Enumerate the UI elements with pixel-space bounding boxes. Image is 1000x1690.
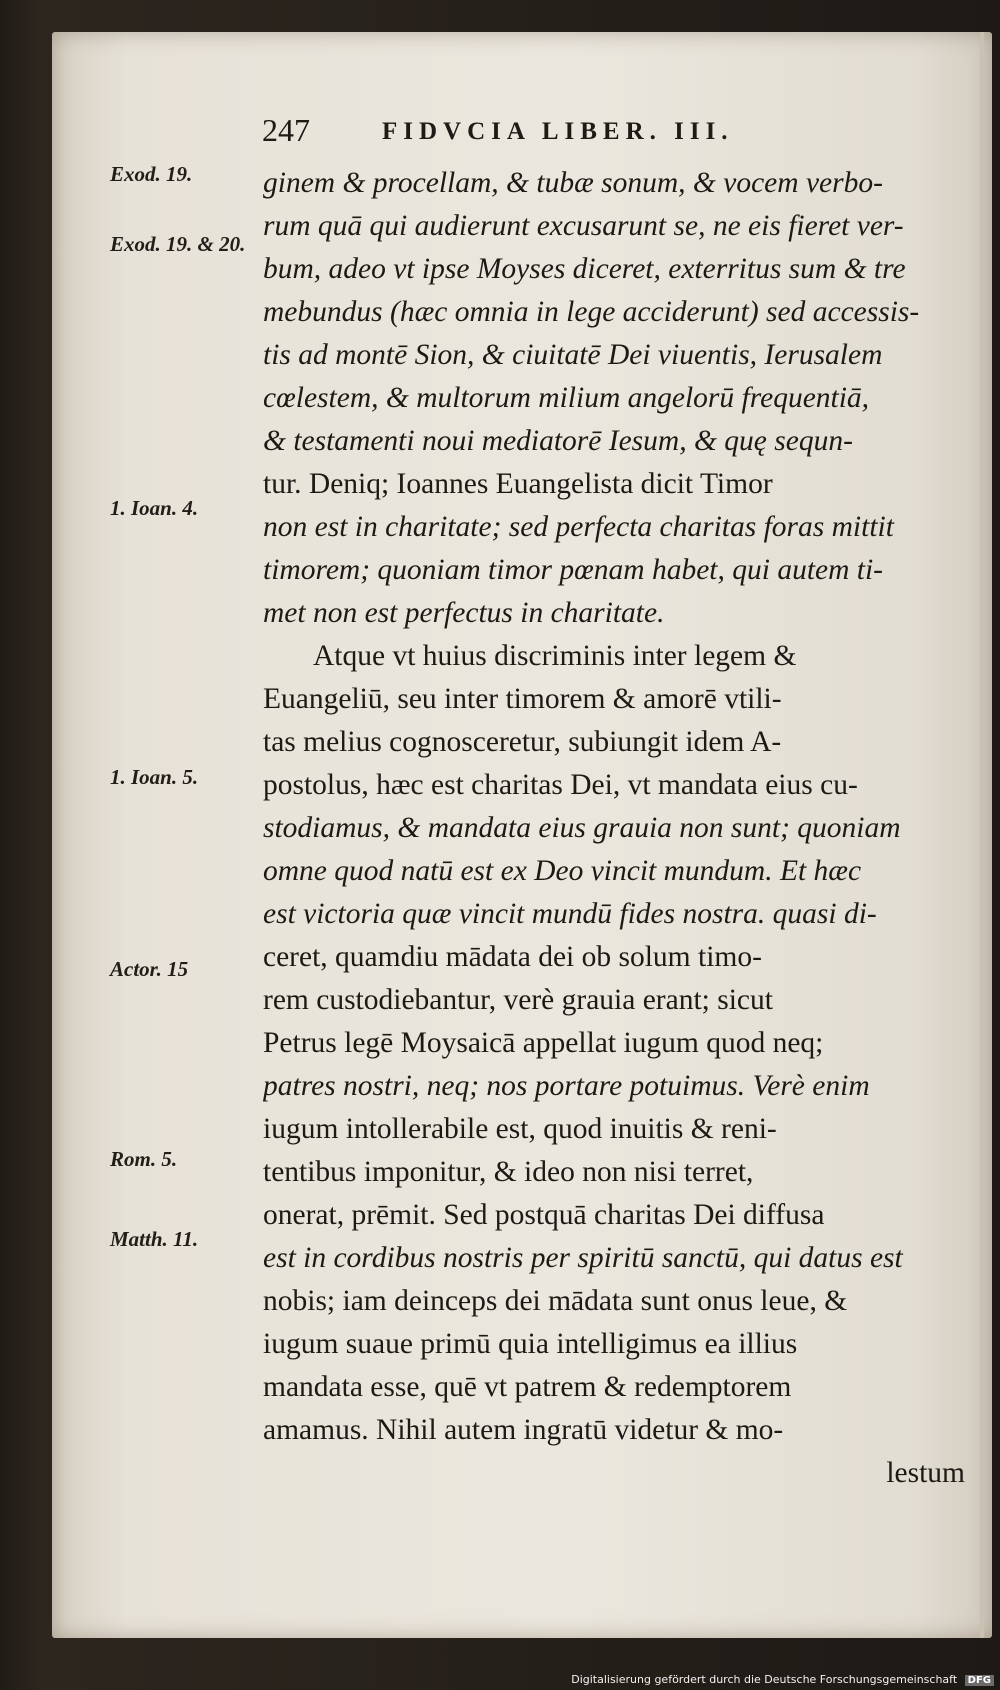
text-line: postolus, hæc est charitas Dei, vt mandata eius cu-: [263, 769, 858, 801]
margin-note: Matth. 11.: [110, 1227, 199, 1251]
text-line: patres nostri, neq; nos portare potuimus. Verè enim: [263, 1070, 870, 1102]
text-line: onerat, prēmit. Sed postquā charitas Dei diffusa: [263, 1199, 825, 1231]
dfg-logo: DFG: [965, 1675, 994, 1686]
margin-note: Exod. 19. & 20.: [110, 232, 246, 256]
text-line: rem custodiebantur, verè grauia erant; sicut: [263, 984, 773, 1016]
text-line: amamus. Nihil autem ingratū videtur & mo-: [263, 1414, 784, 1446]
catchword: lestum: [886, 1457, 965, 1489]
text-line: ceret, quamdiu mādata dei ob solum timo-: [263, 941, 762, 973]
text-line: Euangeliū, seu inter timorem & amorē vtili-: [263, 683, 782, 715]
paragraph-start-line: Atque vt huius discriminis inter legem &: [313, 640, 797, 672]
digitization-credit: [571, 1673, 994, 1686]
running-title: FIDVCIA LIBER. III.: [382, 118, 734, 145]
text-line: nobis; iam deinceps dei mādata sunt onus leue, &: [263, 1285, 848, 1317]
text-line: mebundus (hæc omnia in lege acciderunt) sed accessis-: [263, 296, 920, 328]
margin-note: 1. Ioan. 5.: [110, 765, 199, 789]
text-line: timorem; quoniam timor pœnam habet, qui autem ti-: [263, 554, 884, 586]
credit-text: Digitalisierung gefördert durch die Deutsche Forschungsgemeinschaft: [571, 1673, 958, 1686]
text-line: tas melius cognosceretur, subiungit idem A-: [263, 726, 782, 758]
text-line: ginem & procellam, & tubæ sonum, & vocem verbo-: [263, 167, 883, 199]
text-line: mandata esse, quē vt patrem & redemptorem: [263, 1371, 792, 1403]
margin-note: Actor. 15: [110, 957, 189, 981]
text-line: bum, adeo vt ipse Moyses diceret, exterritus sum & tre: [263, 253, 906, 285]
text-line: cœlestem, & multorum milium angelorū frequentiā,: [263, 382, 870, 414]
margin-note: Exod. 19.: [110, 162, 193, 186]
text-line: est victoria quæ vincit mundū fides nostra. quasi di-: [263, 898, 877, 930]
page-number: 247: [262, 112, 310, 148]
text-line: tur. Deniq; Ioannes Euangelista dicit Timor: [263, 468, 773, 500]
text-line: iugum intollerabile est, quod inuitis & reni-: [263, 1113, 777, 1145]
text-line: rum quā qui audierunt excusarunt se, ne eis fieret ver-: [263, 210, 904, 242]
page-edge: [980, 32, 984, 1638]
text-line: Petrus legē Moysaicā appellat iugum quod neq;: [263, 1027, 824, 1059]
margin-note: Rom. 5.: [110, 1147, 178, 1171]
text-line: tentibus imponitur, & ideo non nisi terret,: [263, 1156, 754, 1188]
text-line: stodiamus, & mandata eius grauia non sunt; quoniam: [263, 812, 901, 844]
text-line: & testamenti noui mediatorē Iesum, & quę sequn-: [263, 425, 853, 457]
text-line: iugum suaue primū quia intelligimus ea illius: [263, 1328, 798, 1360]
page-header: [262, 112, 842, 152]
text-line: met non est perfectus in charitate.: [263, 597, 665, 629]
text-line: omne quod natū est ex Deo vincit mundum. Et hæc: [263, 855, 862, 887]
text-line: tis ad montē Sion, & ciuitatē Dei viuentis, Ierusalem: [263, 339, 883, 371]
body-text: [263, 162, 965, 1495]
margin-note: 1. Ioan. 4.: [110, 496, 199, 520]
text-line: est in cordibus nostris per spiritū sanctū, qui datus est: [263, 1242, 903, 1274]
text-line: non est in charitate; sed perfecta charitas foras mittit: [263, 511, 894, 543]
